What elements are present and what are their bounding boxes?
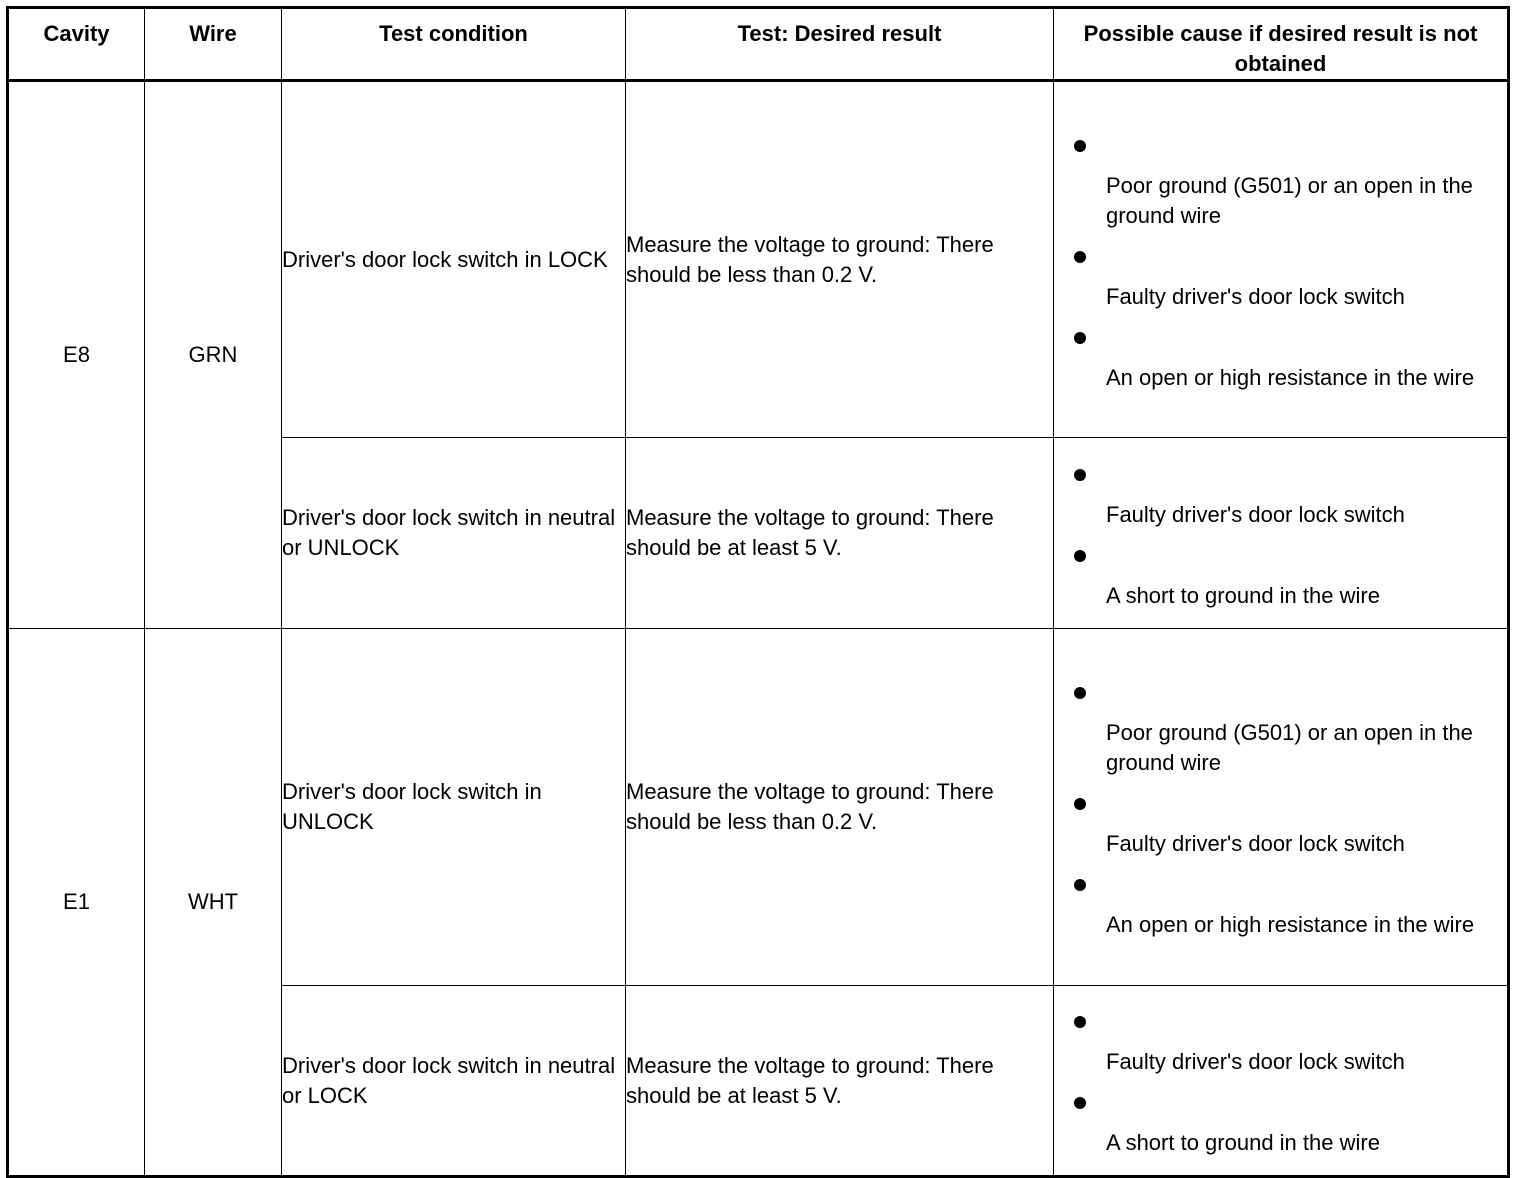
- cause-text: A short to ground in the wire: [1106, 582, 1380, 608]
- possible-cause-cell: [1054, 438, 1509, 629]
- cause-text: An open or high resistance in the wire: [1106, 364, 1475, 390]
- desired-result-cell: Measure the voltage to ground: There should be less than 0.2 V.: [626, 629, 1054, 986]
- header-test-condition: Test condition: [282, 8, 626, 81]
- cause-item: [1054, 866, 1507, 940]
- bullet-icon: [1074, 798, 1086, 810]
- table-row: [8, 81, 1509, 438]
- cavity-cell: E1: [8, 629, 145, 1177]
- header-wire: Wire: [145, 8, 282, 81]
- cause-item: [1054, 238, 1507, 312]
- cause-text: Poor ground (G501) or an open in the ground wire: [1106, 172, 1473, 228]
- wire-cell: GRN: [145, 81, 282, 629]
- cavity-cell: E8: [8, 81, 145, 629]
- possible-cause-cell: [1054, 81, 1509, 438]
- cause-text: Faulty driver's door lock switch: [1106, 283, 1405, 309]
- cause-item: [1054, 1003, 1507, 1077]
- test-condition-cell: Driver's door lock switch in LOCK: [282, 81, 626, 438]
- possible-cause-cell: [1054, 629, 1509, 986]
- header-desired-result: Test: Desired result: [626, 8, 1054, 81]
- bullet-icon: [1074, 469, 1086, 481]
- bullet-icon: [1074, 332, 1086, 344]
- cause-item: [1054, 674, 1507, 778]
- bullet-icon: [1074, 1016, 1086, 1028]
- bullet-icon: [1074, 140, 1086, 152]
- header-possible-cause: Possible cause if desired result is not obtained: [1054, 8, 1509, 81]
- wire-cell: WHT: [145, 629, 282, 1177]
- desired-result-cell: Measure the voltage to ground: There should be at least 5 V.: [626, 438, 1054, 629]
- cause-item: [1054, 537, 1507, 611]
- test-condition-cell: Driver's door lock switch in neutral or LOCK: [282, 986, 626, 1177]
- bullet-icon: [1074, 687, 1086, 699]
- header-cavity: Cavity: [8, 8, 145, 81]
- cause-text: Poor ground (G501) or an open in the ground wire: [1106, 720, 1473, 775]
- test-condition-cell: Driver's door lock switch in neutral or UNLOCK: [282, 438, 626, 629]
- cause-text: Faulty driver's door lock switch: [1106, 1049, 1405, 1074]
- cause-item: [1054, 1084, 1507, 1158]
- bullet-icon: [1074, 550, 1086, 562]
- desired-result-cell: Measure the voltage to ground: There should be less than 0.2 V.: [626, 81, 1054, 438]
- desired-result-cell: Measure the voltage to ground: There should be at least 5 V.: [626, 986, 1054, 1177]
- cause-item: [1054, 127, 1507, 231]
- header-row: [8, 8, 1509, 81]
- cause-text: A short to ground in the wire: [1106, 1130, 1380, 1155]
- cause-item: [1054, 456, 1507, 530]
- bullet-icon: [1074, 1097, 1086, 1109]
- diagnostic-table: [6, 6, 1510, 1178]
- table-row: [8, 629, 1509, 986]
- possible-cause-cell: [1054, 986, 1509, 1177]
- cause-text: An open or high resistance in the wire: [1106, 912, 1475, 937]
- cause-item: [1054, 319, 1507, 393]
- test-condition-cell: Driver's door lock switch in UNLOCK: [282, 629, 626, 986]
- bullet-icon: [1074, 251, 1086, 263]
- cause-text: Faulty driver's door lock switch: [1106, 831, 1405, 856]
- bullet-icon: [1074, 879, 1086, 891]
- cause-text: Faulty driver's door lock switch: [1106, 501, 1405, 527]
- cause-item: [1054, 785, 1507, 859]
